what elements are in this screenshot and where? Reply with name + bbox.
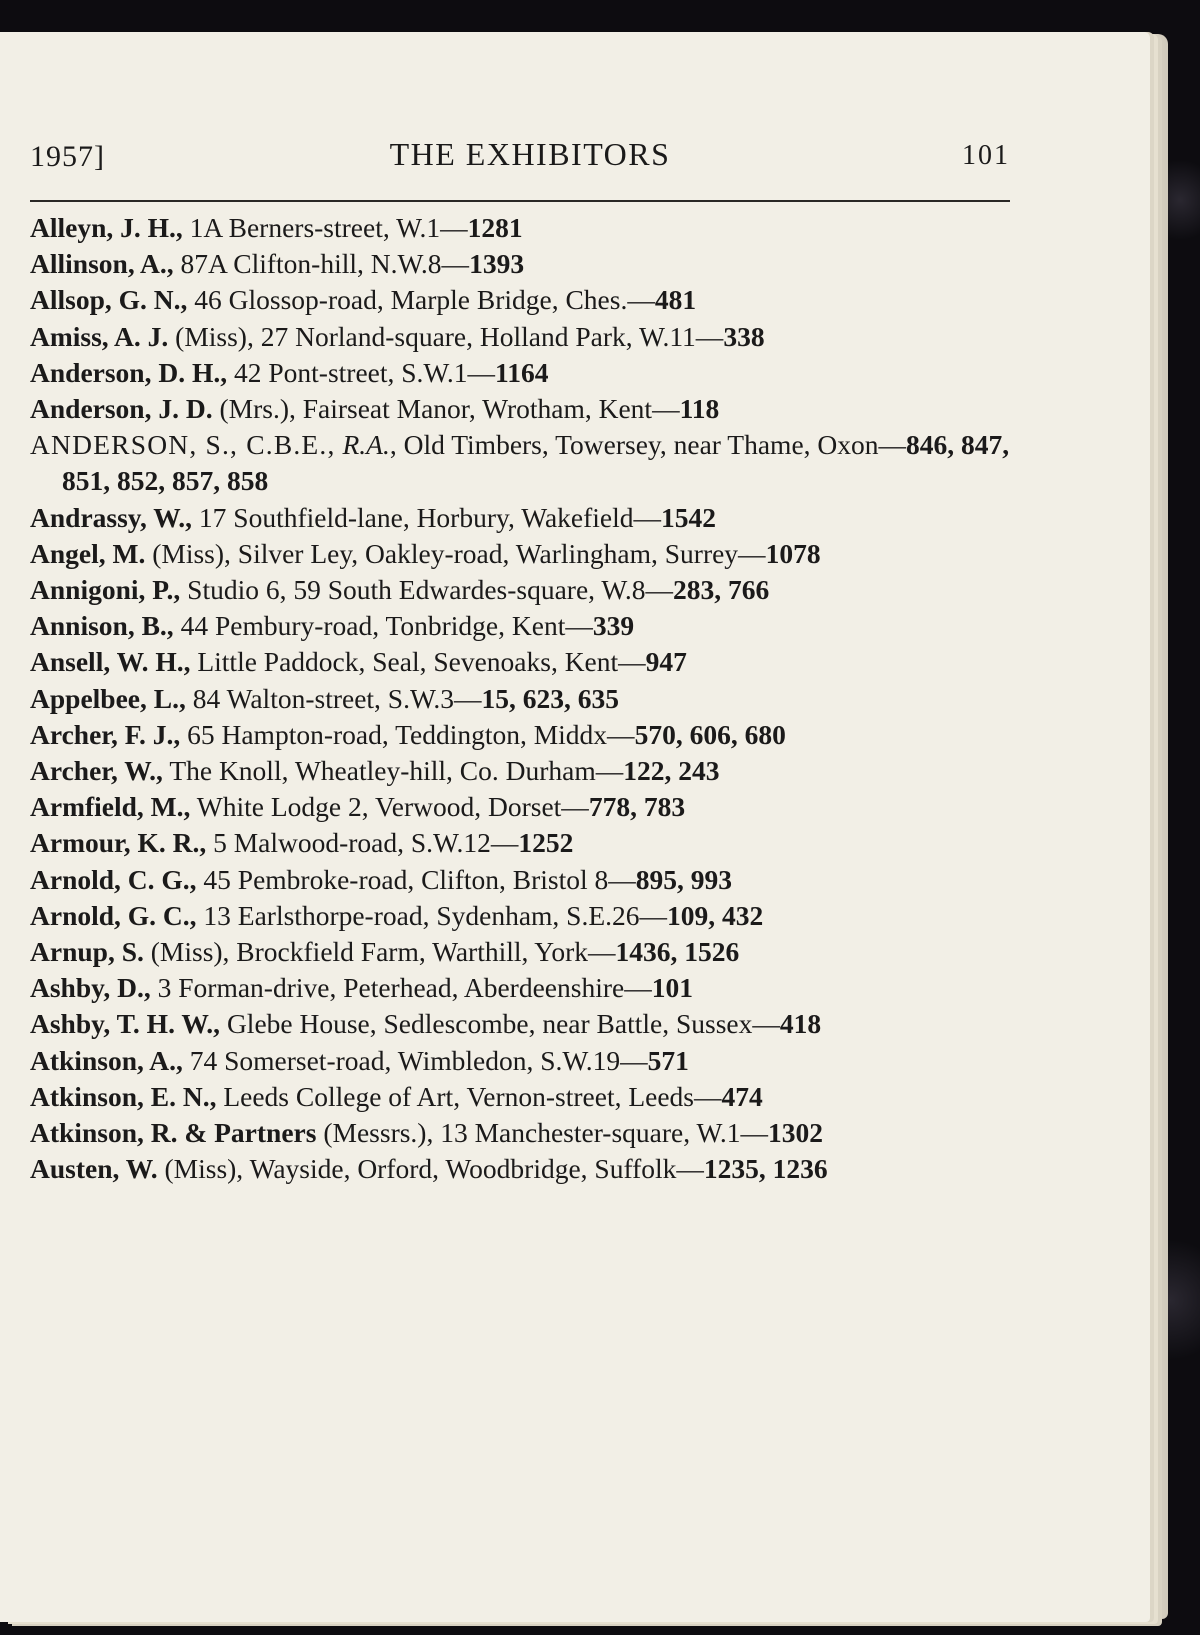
exhibitor-name: Ashby, T. H. W., bbox=[30, 1008, 221, 1040]
exhibit-numbers: 1252 bbox=[518, 827, 574, 859]
exhibit-numbers: 339 bbox=[592, 610, 635, 642]
exhibit-numbers: 109, 432 bbox=[667, 899, 764, 931]
list-item bbox=[30, 644, 1030, 680]
exhibitor-address: Leeds College of Art, Vernon-street, Leeds— bbox=[216, 1080, 722, 1112]
exhibitor-list bbox=[30, 210, 1030, 1187]
exhibit-numbers: 1235, 1236 bbox=[703, 1153, 828, 1185]
list-item bbox=[30, 970, 1030, 1006]
exhibitor-name: Anderson, J. D. bbox=[30, 393, 213, 425]
exhibitor-name: Appelbee, L., bbox=[30, 682, 186, 714]
exhibit-numbers: 947 bbox=[645, 646, 687, 678]
exhibitor-name: Armour, K. R., bbox=[30, 827, 207, 859]
exhibitor-address: (Miss), 27 Norland-square, Holland Park, W.11— bbox=[168, 320, 724, 352]
exhibit-numbers: 1164 bbox=[494, 356, 549, 388]
list-item bbox=[30, 210, 1030, 246]
list-item bbox=[30, 319, 1030, 355]
page-number: 101 bbox=[962, 140, 1010, 171]
exhibitor-name: Annison, B., bbox=[30, 610, 174, 642]
list-item bbox=[30, 898, 1030, 934]
exhibitor-address: 42 Pont-street, S.W.1— bbox=[227, 356, 495, 388]
exhibitor-address: 74 Somerset-road, Wimbledon, S.W.19— bbox=[182, 1044, 648, 1076]
exhibit-numbers: 1078 bbox=[765, 537, 821, 569]
exhibitor-name: Armfield, M., bbox=[30, 791, 191, 823]
exhibitor-address: 65 Hampton-road, Teddington, Middx— bbox=[180, 718, 635, 750]
exhibitor-address: 5 Malwood-road, S.W.12— bbox=[206, 827, 519, 859]
exhibitor-name: Ansell, W. H., bbox=[30, 646, 191, 678]
exhibitor-address: Little Paddock, Seal, Sevenoaks, Kent— bbox=[190, 646, 646, 678]
exhibitor-name: Austen, W. bbox=[30, 1153, 158, 1185]
list-item bbox=[30, 500, 1030, 536]
exhibitor-address: 87A Clifton-hill, N.W.8— bbox=[173, 248, 470, 280]
exhibit-numbers: 338 bbox=[723, 320, 765, 352]
exhibitor-address: The Knoll, Wheatley-hill, Co. Durham— bbox=[162, 755, 624, 787]
exhibitor-name: ANDERSON, S., C.B.E., bbox=[30, 429, 336, 461]
exhibit-numbers: 571 bbox=[647, 1044, 689, 1076]
exhibitor-address: 1A Berners-street, W.1— bbox=[182, 212, 468, 243]
list-item bbox=[30, 355, 1030, 391]
exhibitor-address: 44 Pembury-road, Tonbridge, Kent— bbox=[173, 610, 593, 642]
list-item bbox=[30, 246, 1030, 282]
exhibitor-name: Alleyn, J. H., bbox=[30, 212, 183, 243]
exhibitor-address: (Mrs.), Fairseat Manor, Wrotham, Kent— bbox=[212, 393, 680, 425]
exhibitor-address: , Old Timbers, Towersey, near Thame, Oxon— bbox=[389, 429, 907, 461]
list-item bbox=[30, 572, 1030, 608]
exhibitor-address: 3 Forman-drive, Peterhead, Aberdeenshire— bbox=[150, 972, 652, 1004]
exhibitor-name: Archer, W., bbox=[30, 755, 163, 787]
list-item bbox=[30, 1079, 1030, 1115]
exhibitor-name: Allsop, G. N., bbox=[30, 284, 188, 316]
list-item bbox=[30, 427, 1030, 499]
list-item bbox=[30, 717, 1030, 753]
exhibitor-address: Studio 6, 59 South Edwardes-square, W.8— bbox=[180, 574, 673, 606]
exhibitor-name: Archer, F. J., bbox=[30, 718, 181, 750]
exhibitor-address: 13 Earlsthorpe-road, Sydenham, S.E.26— bbox=[196, 899, 668, 931]
list-item bbox=[30, 681, 1030, 717]
list-item bbox=[30, 862, 1030, 898]
exhibitor-address: 84 Walton-street, S.W.3— bbox=[185, 682, 482, 714]
list-item bbox=[30, 1151, 1030, 1187]
running-head-title: THE EXHIBITORS bbox=[389, 136, 671, 172]
list-item bbox=[30, 1043, 1030, 1079]
exhibit-numbers: 481 bbox=[654, 284, 697, 316]
exhibit-numbers: 1281 bbox=[467, 212, 523, 243]
exhibit-numbers: 118 bbox=[679, 393, 720, 425]
exhibit-numbers: 15, 623, 635 bbox=[481, 682, 620, 714]
list-item bbox=[30, 282, 1030, 318]
exhibitor-address: 17 Southfield-lane, Horbury, Wakefield— bbox=[192, 501, 662, 533]
exhibitor-name: Atkinson, R. & Partners bbox=[30, 1117, 317, 1149]
exhibit-numbers: 418 bbox=[779, 1008, 822, 1040]
list-item bbox=[30, 753, 1030, 789]
exhibitor-address: 45 Pembroke-road, Clifton, Bristol 8— bbox=[196, 863, 636, 895]
exhibitor-name: Allinson, A., bbox=[30, 248, 174, 280]
exhibitor-name: Annigoni, P., bbox=[30, 574, 181, 606]
exhibit-numbers: 570, 606, 680 bbox=[634, 718, 786, 750]
exhibitor-name: Ashby, D., bbox=[30, 972, 151, 1004]
list-item bbox=[30, 825, 1030, 861]
exhibit-numbers: 283, 766 bbox=[672, 574, 770, 606]
list-item bbox=[30, 934, 1030, 970]
exhibitor-address: 46 Glossop-road, Marple Bridge, Ches.— bbox=[187, 284, 655, 316]
exhibit-numbers: 474 bbox=[721, 1080, 763, 1112]
list-item bbox=[30, 789, 1030, 825]
exhibitor-name: Amiss, A. J. bbox=[30, 320, 169, 352]
exhibitor-address: Glebe House, Sedlescombe, near Battle, Sussex— bbox=[220, 1008, 780, 1040]
exhibitor-name: Atkinson, A., bbox=[30, 1044, 183, 1076]
exhibit-numbers: 1393 bbox=[469, 248, 525, 280]
exhibit-numbers: 778, 783 bbox=[588, 791, 686, 823]
exhibit-numbers: 101 bbox=[651, 972, 693, 1004]
running-head bbox=[30, 136, 1010, 180]
exhibitor-name: Atkinson, E. N., bbox=[30, 1080, 217, 1112]
exhibitor-address: (Messrs.), 13 Manchester-square, W.1— bbox=[316, 1117, 769, 1149]
list-item bbox=[30, 608, 1030, 644]
exhibit-numbers: 122, 243 bbox=[623, 755, 720, 787]
exhibitor-address: (Miss), Silver Ley, Oakley-road, Warlingham, Surrey— bbox=[145, 537, 766, 569]
list-item bbox=[30, 1006, 1030, 1042]
exhibitor-name: Arnup, S. bbox=[30, 936, 144, 968]
exhibit-numbers: 1436, 1526 bbox=[615, 936, 740, 968]
exhibit-numbers: 895, 993 bbox=[635, 863, 732, 895]
exhibit-numbers: 1542 bbox=[661, 501, 717, 533]
header-rule bbox=[30, 200, 1010, 202]
exhibitor-name: Andrassy, W., bbox=[30, 501, 193, 533]
exhibitor-address: (Miss), Brockfield Farm, Warthill, York— bbox=[143, 936, 616, 968]
exhibit-numbers: 1302 bbox=[768, 1117, 824, 1149]
exhibitor-address: (Miss), Wayside, Orford, Woodbridge, Suffolk— bbox=[157, 1153, 704, 1185]
exhibitor-name: Anderson, D. H., bbox=[30, 356, 228, 388]
list-item bbox=[30, 536, 1030, 572]
exhibitor-name: Arnold, G. C., bbox=[30, 899, 197, 931]
exhibitor-name: Angel, M. bbox=[30, 537, 146, 569]
exhibitor-name: Arnold, C. G., bbox=[30, 863, 197, 895]
exhibit-numbers: 846, 847, 851, 852, 857, 858 bbox=[62, 429, 1010, 497]
running-head-year: 1957] bbox=[30, 140, 105, 173]
list-item bbox=[30, 391, 1030, 427]
academician-suffix: R.A. bbox=[342, 429, 390, 461]
exhibitor-address: White Lodge 2, Verwood, Dorset— bbox=[190, 791, 589, 823]
list-item bbox=[30, 1115, 1030, 1151]
